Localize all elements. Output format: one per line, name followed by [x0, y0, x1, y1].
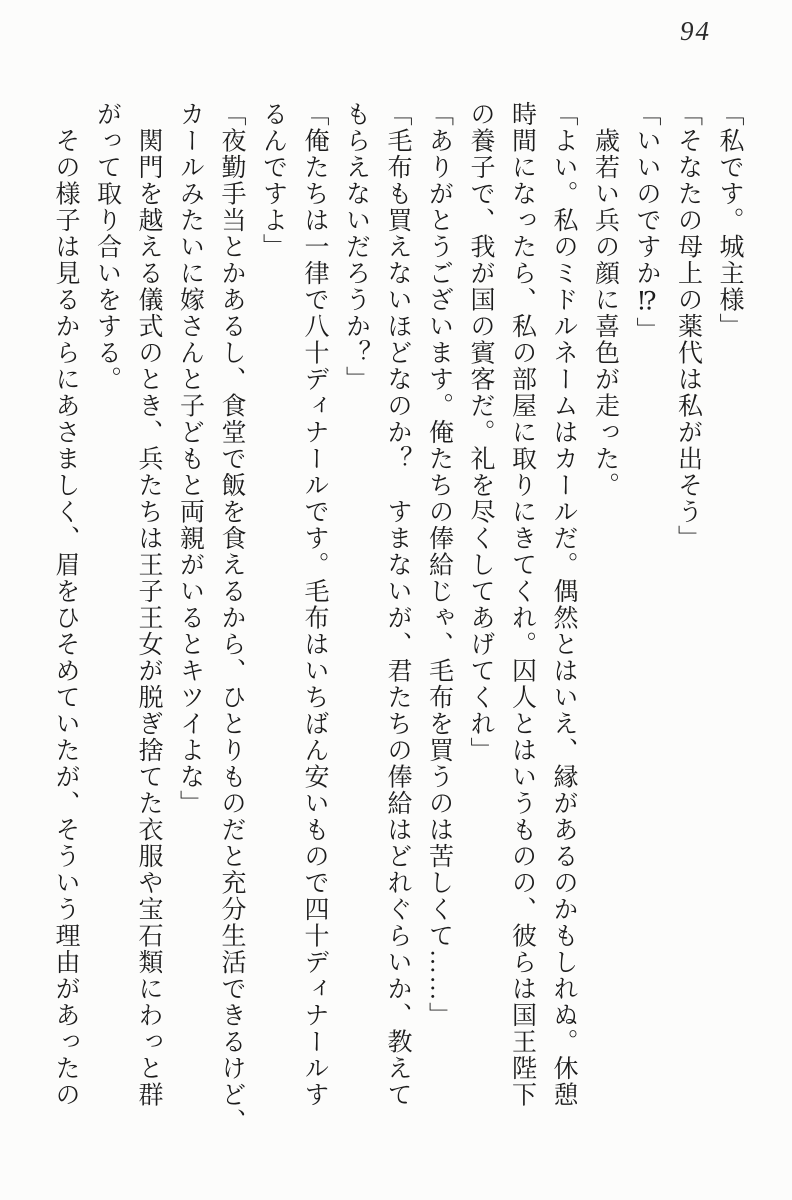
text-line: 時間になったら、私の部屋に取りにきてくれ。囚人とはいうものの、彼らは国王陛下 [508, 101, 536, 1108]
text-line: 「私です。城主様」 [716, 101, 743, 340]
text-line: 「毛布も買えないほどなのか？ すまないが、君たちの俸給はどれぐらいか、教えて [384, 101, 411, 1108]
text-line: 「俺たちは一律で八十ディナールです。毛布はいちばん安いもので四十ディナールす [301, 101, 328, 1108]
text-line: カールみたいに嫁さんと子どもと両親がいるとキツイよな」 [176, 101, 204, 817]
text-line: もらえないだろうか？」 [342, 101, 370, 393]
text-line: 「そなたの母上の薬代は私が出そう」 [674, 101, 702, 552]
text-line: その様子は見るからにあさましく、眉をひそめていたが、そういう理由があったの [52, 101, 79, 1108]
page-number: 94 [680, 16, 711, 46]
text-line: 「いいのですか⁉」 [633, 101, 660, 344]
text-line: 「よい。私のミドルネームはカールだ。偶然とはいえ、縁があるのかもしれぬ。休憩 [550, 101, 577, 1108]
text-line: がって取り合いをする。 [93, 101, 121, 393]
text-line: るんですよ」 [259, 101, 287, 260]
text-line: 「ありがとうございます。俺たちの俸給じゃ、毛布を買うのは苦しくて……」 [425, 101, 453, 1029]
text-line: 関門を越える儀式のとき、兵たちは王子王女が脱ぎ捨てた衣服や宝石類にわっと群 [135, 101, 162, 1108]
text-line: 「夜勤手当とかあるし、食堂で飯を食えるから、ひとりものだと充分生活できるけど、 [218, 101, 245, 1135]
text-line: 歳若い兵の顔に喜色が走った。 [591, 101, 619, 499]
text-line: の養子で、我が国の賓客だ。礼を尽くしてあげてくれ」 [467, 101, 494, 764]
body-text-block [45, 101, 751, 1135]
